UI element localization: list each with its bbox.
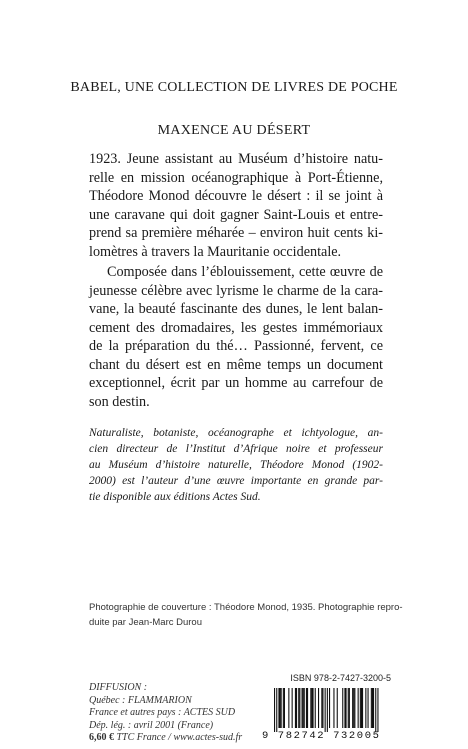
- bio-line: cien directeur de l’Institut d’Afrique noire et professeur: [89, 443, 383, 455]
- barcode-bar: [327, 688, 328, 732]
- barcode-bar: [373, 688, 374, 728]
- text-line: cement des dromadaires, les gestes immémoriaux: [89, 319, 383, 336]
- barcode-bar: [315, 688, 316, 728]
- barcode-bar: [353, 688, 354, 728]
- barcode-bar: [375, 688, 376, 732]
- barcode: [262, 688, 392, 742]
- barcode-bar: [311, 688, 312, 728]
- barcode-bar: [296, 688, 297, 728]
- distribution-block: [89, 682, 259, 745]
- barcode-bar: [377, 688, 378, 732]
- book-title: MAXENCE AU DÉSERT: [157, 123, 311, 138]
- price-line: [89, 732, 259, 745]
- price: 6,60 €: [89, 732, 114, 743]
- summary-paragraph-2: [89, 263, 383, 411]
- text-line: Théodore Monod découvre le désert : il se joint à: [89, 188, 383, 204]
- barcode-digits: 9 782742 732005: [262, 730, 381, 742]
- barcode-bar: [283, 688, 284, 728]
- credit-line: Photographie de couverture : Théodore Monod, 1935. Photographie repro-: [89, 602, 403, 613]
- text-line: relle en mission océanographique à Port-Étienne,: [89, 169, 383, 186]
- barcode-bar: [372, 688, 373, 728]
- bio-line: Naturaliste, botaniste, océanographe et ichtyologue, an-: [89, 427, 383, 439]
- barcode-bar: [303, 688, 304, 728]
- distribution-heading: DIFFUSION :: [89, 682, 148, 693]
- barcode-bar: [352, 688, 353, 728]
- barcode-bars: [262, 688, 392, 732]
- credit-line: duite par Jean-Marc Durou: [89, 617, 202, 628]
- barcode-bar: [281, 688, 282, 728]
- barcode-bar: [325, 688, 326, 732]
- barcode-bar: [361, 688, 362, 728]
- barcode-bar: [354, 688, 355, 728]
- legal-deposit: Dép. lég. : avril 2001 (France): [89, 719, 214, 731]
- author-bio: [89, 425, 383, 505]
- text-line: exceptionnel, écrit par un homme au carrefour de: [89, 375, 383, 391]
- isbn: ISBN 978-2-7427-3200-5: [290, 673, 391, 683]
- barcode-bar: [333, 688, 334, 728]
- barcode-bar: [321, 688, 322, 728]
- barcode-bar: [337, 688, 338, 728]
- text-line: 1923. Jeune assistant au Muséum d’histoire natu-: [89, 151, 383, 167]
- barcode-bar: [365, 688, 366, 728]
- barcode-bar: [344, 688, 345, 728]
- barcode-bar: [274, 688, 275, 732]
- barcode-bar: [288, 688, 289, 728]
- barcode-bar: [346, 688, 347, 728]
- barcode-bar: [292, 688, 293, 728]
- text-line: une caravane qui doit gagner Saint-Louis et entre-: [89, 206, 383, 223]
- barcode-bar: [322, 688, 323, 728]
- barcode-bar: [313, 688, 314, 728]
- barcode-bar: [371, 688, 372, 728]
- barcode-bar: [329, 688, 330, 728]
- bio-line: au Muséum d’histoire naturelle, Théodore Monod (1902-: [89, 459, 383, 471]
- barcode-bar: [302, 688, 303, 728]
- text-line: prend sa première méharée – environ huit cents ki-: [89, 225, 383, 241]
- barcode-bar: [342, 688, 343, 728]
- barcode-bar: [362, 688, 363, 728]
- barcode-bar: [276, 688, 277, 732]
- barcode-bar: [280, 688, 281, 728]
- barcode-bar: [306, 688, 307, 728]
- barcode-bar: [360, 688, 361, 728]
- text-line: jeunesse célèbre avec lyrisme le charme de la cara-: [89, 282, 383, 299]
- barcode-bar: [310, 688, 311, 728]
- summary-paragraph-1: [89, 150, 383, 261]
- barcode-bar: [298, 688, 299, 728]
- text-line: de la préparation du thé… Passionné, fervent, ce: [89, 338, 383, 354]
- distribution-france: France et autres pays : ACTES SUD: [89, 707, 236, 718]
- barcode-bar: [304, 688, 305, 728]
- barcode-bar: [349, 688, 350, 728]
- bio-line: tie disponible aux éditions Actes Sud.: [89, 491, 261, 503]
- text-line: lomètres à travers la Mauritanie occidentale.: [89, 243, 342, 260]
- bio-line: 2000) est l’auteur d’une œuvre importante en grande par-: [89, 475, 383, 487]
- barcode-bar: [318, 688, 319, 728]
- barcode-bar: [295, 688, 296, 728]
- barcode-bar: [307, 688, 308, 728]
- text-line: Composée dans l’éblouissement, cette œuvre de: [107, 264, 383, 280]
- barcode-bar: [284, 688, 285, 728]
- barcode-bar: [278, 688, 279, 728]
- barcode-bar: [358, 688, 359, 728]
- distribution-quebec: Québec : FLAMMARION: [89, 694, 192, 706]
- text-line: chant du désert est en même temps un document: [89, 356, 383, 373]
- text-line: son destin.: [89, 393, 150, 410]
- barcode-bar: [368, 688, 369, 728]
- barcode-bar: [299, 688, 300, 728]
- text-line: vane, la beauté fascinante des dunes, le lent balan-: [89, 301, 383, 317]
- photo-credit: [89, 600, 403, 630]
- series-line: BABEL, UNE COLLECTION DE LIVRES DE POCHE: [70, 80, 398, 95]
- price-suffix: TTC France / www.actes-sud.fr: [114, 732, 243, 743]
- barcode-bar: [348, 688, 349, 728]
